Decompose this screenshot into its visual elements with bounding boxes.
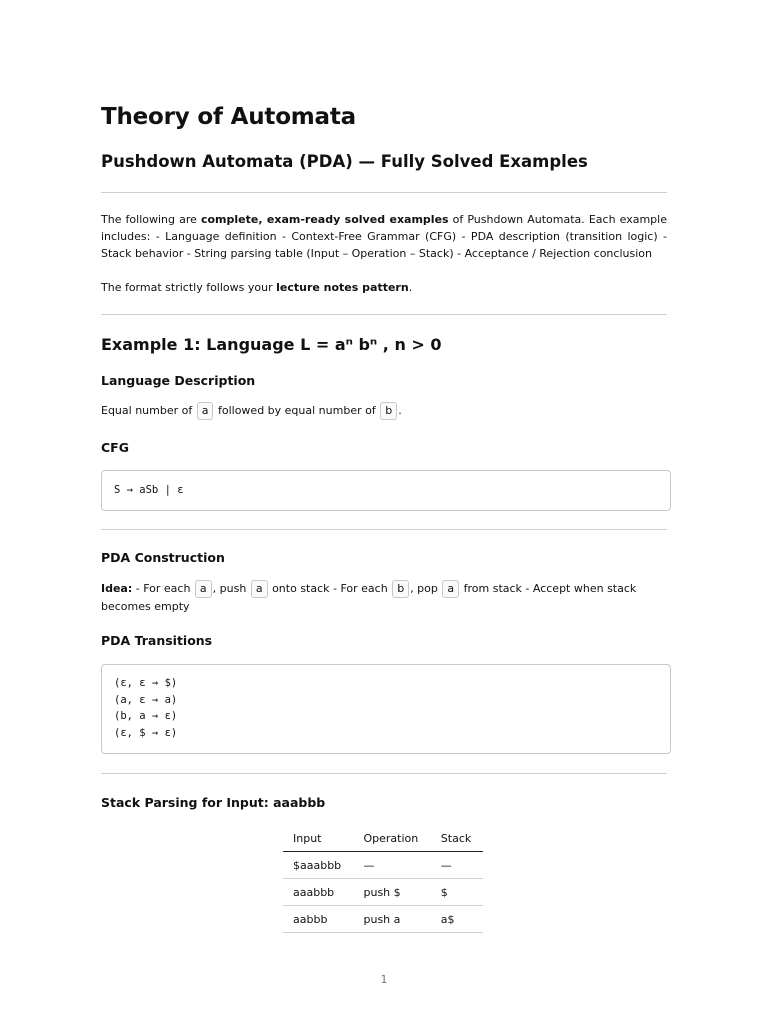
table-cell: $	[440, 885, 448, 899]
inline-code: b	[392, 580, 409, 598]
divider	[101, 529, 667, 530]
construction-idea: Idea: - For each a , push a onto stack - For each b , pop a from stack - Accept when stack becomes empty	[101, 582, 637, 613]
table-row	[283, 906, 483, 933]
inline-code: a	[251, 580, 268, 598]
intro-paragraph: The following are complete, exam-ready solved examples of Pushdown Automata. Each example includes: - Language definition - Context-Free Grammar (CFG) - PDA description (transition logic) - Stack behavior - String parsing table (Input – Operation – Stack) - Acceptance / Rejection conclusion	[101, 213, 667, 260]
column-header: Stack	[440, 831, 472, 845]
table-cell: push $	[363, 885, 401, 899]
table-header-row	[283, 825, 483, 852]
format-note: The format strictly follows your lecture notes pattern.	[101, 281, 413, 294]
column-header: Operation	[363, 831, 419, 845]
section-heading-transitions: PDA Transitions	[101, 633, 213, 648]
parsing-table	[283, 825, 483, 933]
table-cell: $aaabbb	[293, 858, 342, 872]
table-row	[283, 879, 483, 906]
transition-line: (ε, ε → $)	[114, 677, 178, 689]
transition-line: (a, ε → a)	[114, 693, 178, 706]
divider	[101, 192, 667, 193]
table-cell: push a	[363, 912, 401, 926]
transition-line: (b, a → ε)	[114, 710, 178, 722]
table-cell: aabbb	[293, 912, 328, 926]
cfg-code-block: S → aSb | ε	[101, 470, 671, 511]
section-heading-parsing: Stack Parsing for Input: aaabbb	[101, 795, 326, 810]
table-cell: aaabbb	[293, 885, 335, 899]
page-subtitle: Pushdown Automata (PDA) — Fully Solved Examples	[101, 152, 588, 171]
language-description: Equal number of a followed by equal number of b .	[101, 402, 667, 420]
transitions-code-block	[101, 664, 671, 754]
divider	[101, 773, 667, 774]
section-heading-construction: PDA Construction	[101, 550, 225, 565]
column-header: Input	[293, 831, 322, 845]
inline-code: a	[195, 580, 212, 598]
page-number: 1	[380, 973, 388, 986]
section-heading-cfg: CFG	[101, 440, 129, 455]
table-row	[283, 852, 483, 879]
example-heading: Example 1: Language L = aⁿ bⁿ , n > 0	[101, 335, 442, 354]
inline-code: b	[380, 402, 397, 420]
inline-code: a	[442, 580, 459, 598]
inline-code: a	[197, 402, 214, 420]
divider	[101, 314, 667, 315]
table-cell: a$	[440, 912, 455, 926]
transition-line: (ε, $ → ε)	[114, 726, 178, 739]
table-cell: —	[440, 858, 452, 872]
section-heading-language: Language Description	[101, 373, 256, 388]
page-title: Theory of Automata	[101, 104, 356, 130]
table-cell: —	[363, 858, 375, 872]
